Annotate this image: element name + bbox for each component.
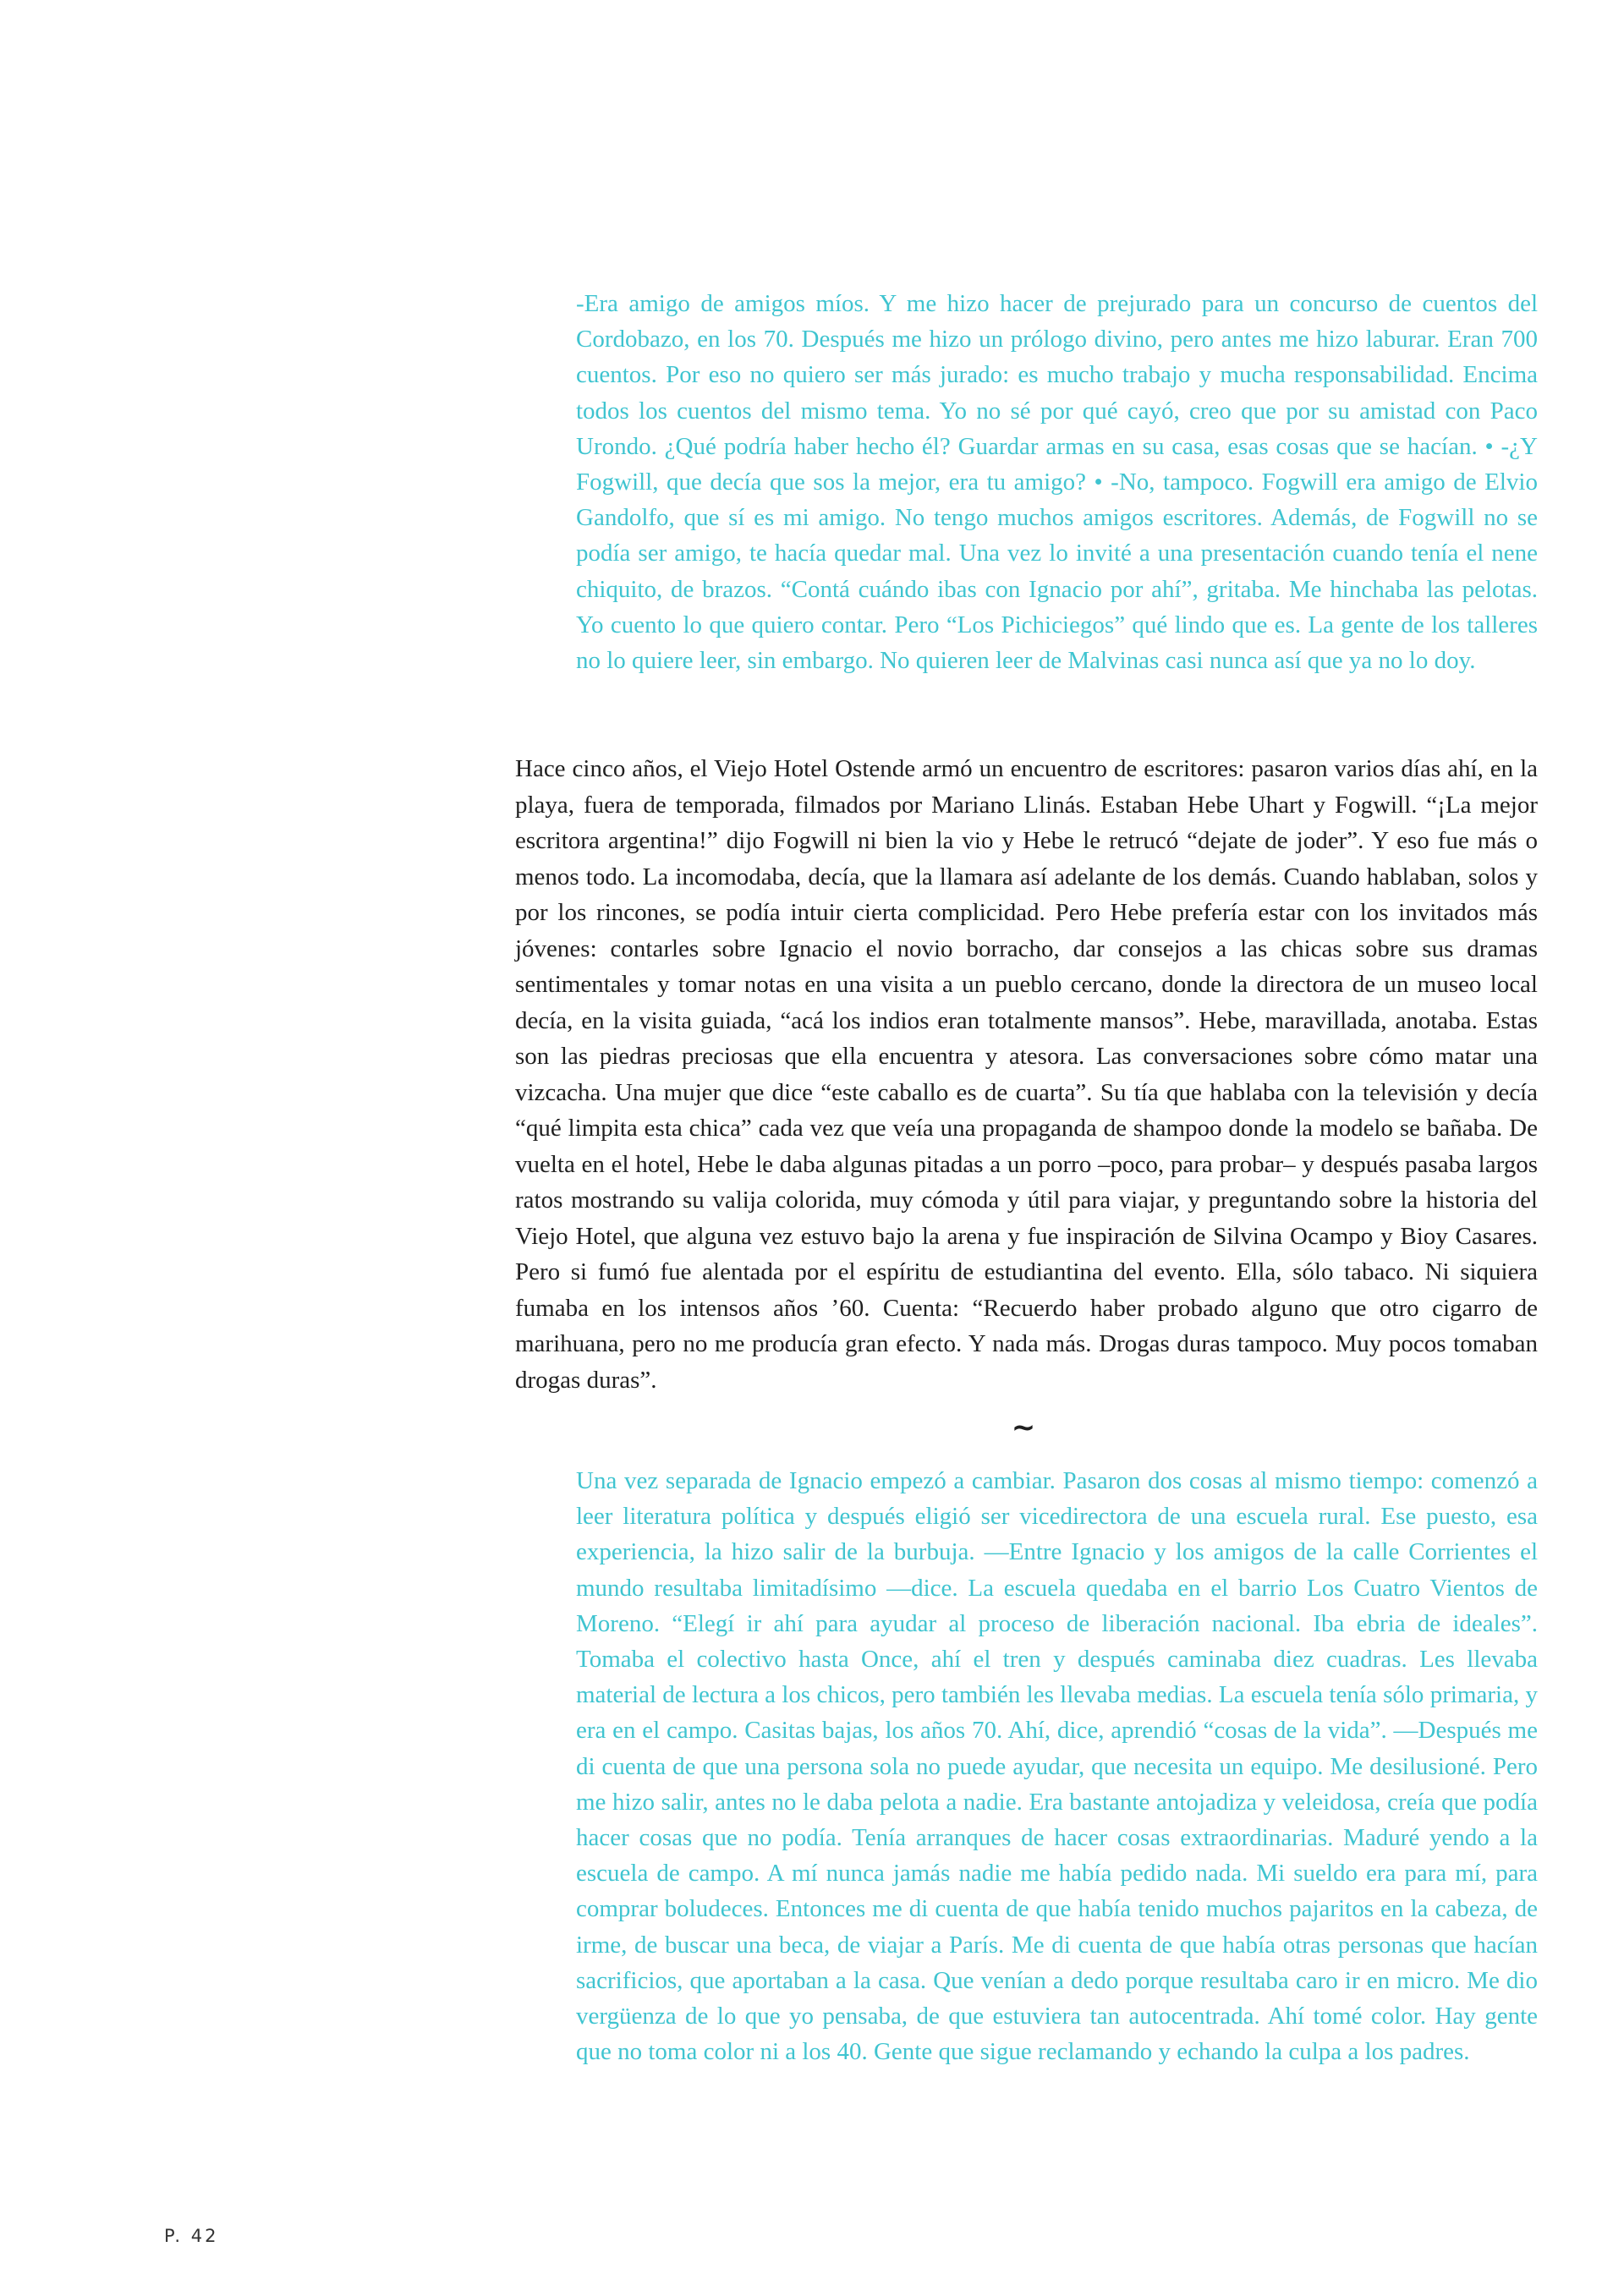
interview-quote-paragraph-bottom: Una vez separada de Ignacio empezó a cambiar. Pasaron dos cosas al mismo tiempo: comenzó a leer literatura política y después eligió ser vicedirectora de una escuela rural. Ese puesto, esa experiencia, la hizo salir de la burbuja. —Entre Ignacio y los amigos de la calle Corrientes el mundo resultaba limitadísimo —dice. La escuela quedaba en el barrio Los Cuatro Vientos de Moreno. “Elegí ir ahí para ayudar al proceso de liberación nacional. Iba ebria de ideales”. Tomaba el colectivo hasta Once, ahí el tren y después caminaba diez cuadras. Les llevaba material de lectura a los chicos, pero también les llevaba medias. La escuela tenía sólo primaria, y era en el campo. Casitas bajas, los años 70. Ahí, dice, aprendió “cosas de la vida”. —Después me di cuenta de que una persona sola no puede ayudar, que necesita un equipo. Me desilusioné. Pero me hizo salir, antes no le daba pelota a nadie. Era bastante antojadiza y veleidosa, creía que podía hacer cosas que no podía. Tenía arranques de hacer cosas extraordinarias. Maduré yendo a la escuela de campo. A mí nunca jamás nadie me había pedido nada. Mi sueldo era para mí, para comprar boludeces. Entonces me di cuenta de que había tenido muchos pajaritos en la cabeza, de irme, de buscar una beca, de viajar a París. Me di cuenta de que había otras personas que hacían sacrificios, que aportaban a la casa. Que venían a dedo porque resultaba caro ir en micro. Me dio vergüenza de lo que yo pensaba, de que estuviera tan autocentrada. Ahí tomé color. Hay gente que no toma color ni a los 40. Gente que sigue reclamando y echando la culpa a los padres. (576, 1467, 1538, 2066)
interview-quote-paragraph-top: -Era amigo de amigos míos. Y me hizo hacer de prejurado para un concurso de cuentos del Cordobazo, en los 70. Después me hizo un prólogo divino, pero antes me hizo laburar. Eran 700 cuentos. Por eso no quiero ser más jurado: es mucho trabajo y mucha responsabilidad. Encima todos los cuentos del mismo tema. Yo no sé por qué cayó, creo que por su amistad con Paco Urondo. ¿Qué podría haber hecho él? Guardar armas en su casa, esas cosas que se hacían. • -¿Y Fogwill, que decía que sos la mejor, era tu amigo? • -No, tampoco. Fogwill era amigo de Elvio Gandolfo, que sí es mi amigo. No tengo muchos amigos escritores. Además, de Fogwill no se podía ser amigo, te hacía quedar mal. Una vez lo invité a una presentación cuando tenía el nene chiquito, de brazos. “Contá cuándo ibas con Ignacio por ahí”, gritaba. Me hinchaba las pelotas. Yo cuento lo que quiero contar. Pero “Los Pichiciegos” qué lindo que es. La gente de los talleres no lo quiere leer, sin embargo. No quieren leer de Malvinas casi nunca así que ya no lo doy. (576, 290, 1538, 675)
section-separator-tilde: ~ (1011, 1411, 1036, 1444)
narrative-paragraph: Hace cinco años, el Viejo Hotel Ostende armó un encuentro de escritores: pasaron varios días ahí, en la playa, fuera de temporada, filmados por Mariano Llinás. Estaban Hebe Uhart y Fogwill. “¡La mejor escritora argentina!” dijo Fogwill ni bien la vio y Hebe le retrucó “dejate de joder”. Y eso fue más o menos todo. La incomodaba, decía, que la llamara así adelante de los demás. Cuando hablaban, solos y por los rincones, se podía intuir cierta complicidad. Pero Hebe prefería estar con los invitados más jóvenes: contarles sobre Ignacio el novio borracho, dar consejos a las chicas sobre sus dramas sentimentales y tomar notas en una visita a un pueblo cercano, donde la directora de un museo local decía, en la visita guiada, “acá los indios eran totalmente mansos”. Hebe, maravillada, anotaba. Estas son las piedras preciosas que ella encuentra y atesora. Las conversaciones sobre cómo matar una vizcacha. Una mujer que dice “este caballo es de cuarta”. Su tía que hablaba con la televisión y decía “qué limpita esta chica” cada vez que veía una propaganda de shampoo donde la modelo se bañaba. De vuelta en el hotel, Hebe le daba algunas pitadas a un porro –poco, para probar– y después pasaba largos ratos mostrando su valija colorida, muy cómoda y útil para viajar, y preguntando sobre la historia del Viejo Hotel, que alguna vez estuvo bajo la arena y fue inspiración de Silvina Ocampo y Bioy Casares. Pero si fumó fue alentada por el espíritu de estudiantina del evento. Ella, sólo tabaco. Ni siquiera fumaba en los intensos años ’60. Cuenta: “Recuerdo haber probado alguno que otro cigarro de marihuana, pero no me producía gran efecto. Y nada más. Drogas duras tampoco. Muy pocos tomaban drogas duras”. (515, 755, 1538, 1394)
page-number: P. 42 (164, 2226, 219, 2246)
